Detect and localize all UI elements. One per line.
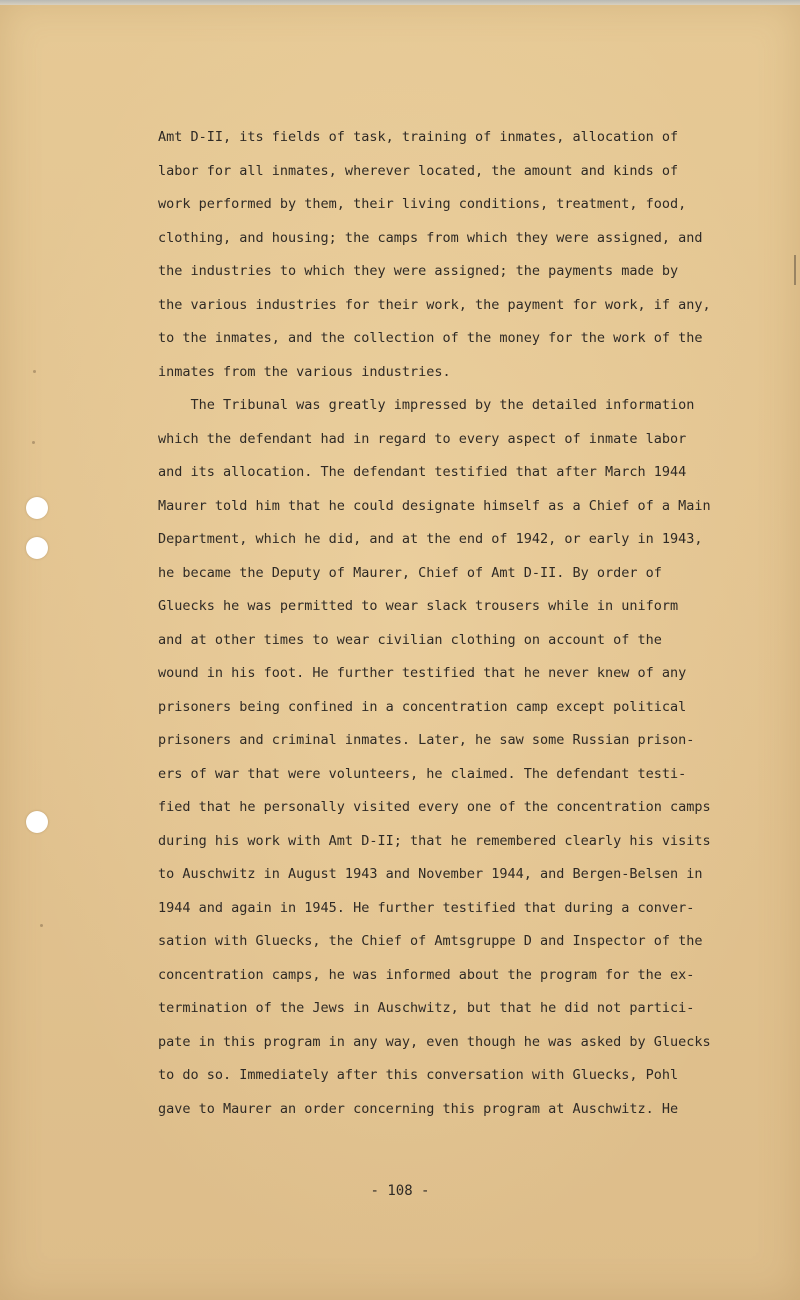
text-line: Maurer told him that he could designate himself as a Chief of a Main	[158, 497, 711, 514]
text-line: pate in this program in any way, even though he was asked by Gluecks	[158, 1033, 711, 1050]
punch-hole	[26, 537, 48, 559]
margin-mark	[794, 255, 796, 285]
paper-fleck	[32, 441, 35, 444]
text-line: and its allocation. The defendant testified that after March 1944	[158, 464, 687, 480]
punch-hole	[26, 497, 48, 519]
text-line: and at other times to wear civilian clothing on account of the	[158, 631, 662, 648]
text-line: he became the Deputy of Maurer, Chief of Amt D-II. By order of	[158, 564, 662, 581]
text-line: ers of war that were volunteers, he claimed. The defendant testi-	[158, 765, 687, 782]
text-line: termination of the Jews in Auschwitz, but that he did not partici-	[158, 1000, 695, 1016]
text-line: Gluecks he was permitted to wear slack trousers while in uniform	[158, 598, 679, 614]
text-line: to Auschwitz in August 1943 and November 1944, and Bergen-Belsen in	[158, 866, 703, 882]
body-text	[158, 121, 758, 1126]
text-line: The Tribunal was greatly impressed by the detailed information	[158, 397, 695, 413]
punch-hole	[26, 811, 48, 833]
text-line: sation with Gluecks, the Chief of Amtsgruppe D and Inspector of the	[158, 933, 703, 949]
text-line: concentration camps, he was informed about the program for the ex-	[158, 966, 695, 983]
text-line: prisoners being confined in a concentration camp except political	[158, 698, 687, 715]
text-line: Department, which he did, and at the end of 1942, or early in 1943,	[158, 531, 703, 547]
text-line: which the defendant had in regard to every aspect of inmate labor	[158, 430, 687, 447]
text-line: clothing, and housing; the camps from which they were assigned, and	[158, 229, 703, 246]
text-line: to do so. Immediately after this conversation with Gluecks, Pohl	[158, 1067, 679, 1083]
text-line: work performed by them, their living conditions, treatment, food,	[158, 196, 687, 212]
text-line: the industries to which they were assigned; the payments made by	[158, 263, 679, 279]
text-line: labor for all inmates, wherever located, the amount and kinds of	[158, 162, 679, 179]
text-line: Amt D-II, its fields of task, training of inmates, allocation of	[158, 129, 679, 145]
text-line: fied that he personally visited every one of the concentration camps	[158, 799, 711, 815]
text-line: gave to Maurer an order concerning this program at Auschwitz. He	[158, 1100, 679, 1117]
text-line: wound in his foot. He further testified that he never knew of any	[158, 665, 687, 681]
page-top-edge	[0, 0, 800, 5]
text-line: prisoners and criminal inmates. Later, he saw some Russian prison-	[158, 732, 695, 748]
text-line: 1944 and again in 1945. He further testified that during a conver-	[158, 899, 695, 916]
text-line: to the inmates, and the collection of the money for the work of the	[158, 330, 703, 346]
text-line: the various industries for their work, the payment for work, if any,	[158, 296, 711, 313]
page-number: - 108 -	[370, 1183, 430, 1199]
text-line: inmates from the various industries.	[158, 363, 451, 380]
text-line: during his work with Amt D-II; that he remembered clearly his visits	[158, 832, 711, 849]
paper-fleck	[33, 370, 36, 373]
paper-fleck	[40, 924, 43, 927]
